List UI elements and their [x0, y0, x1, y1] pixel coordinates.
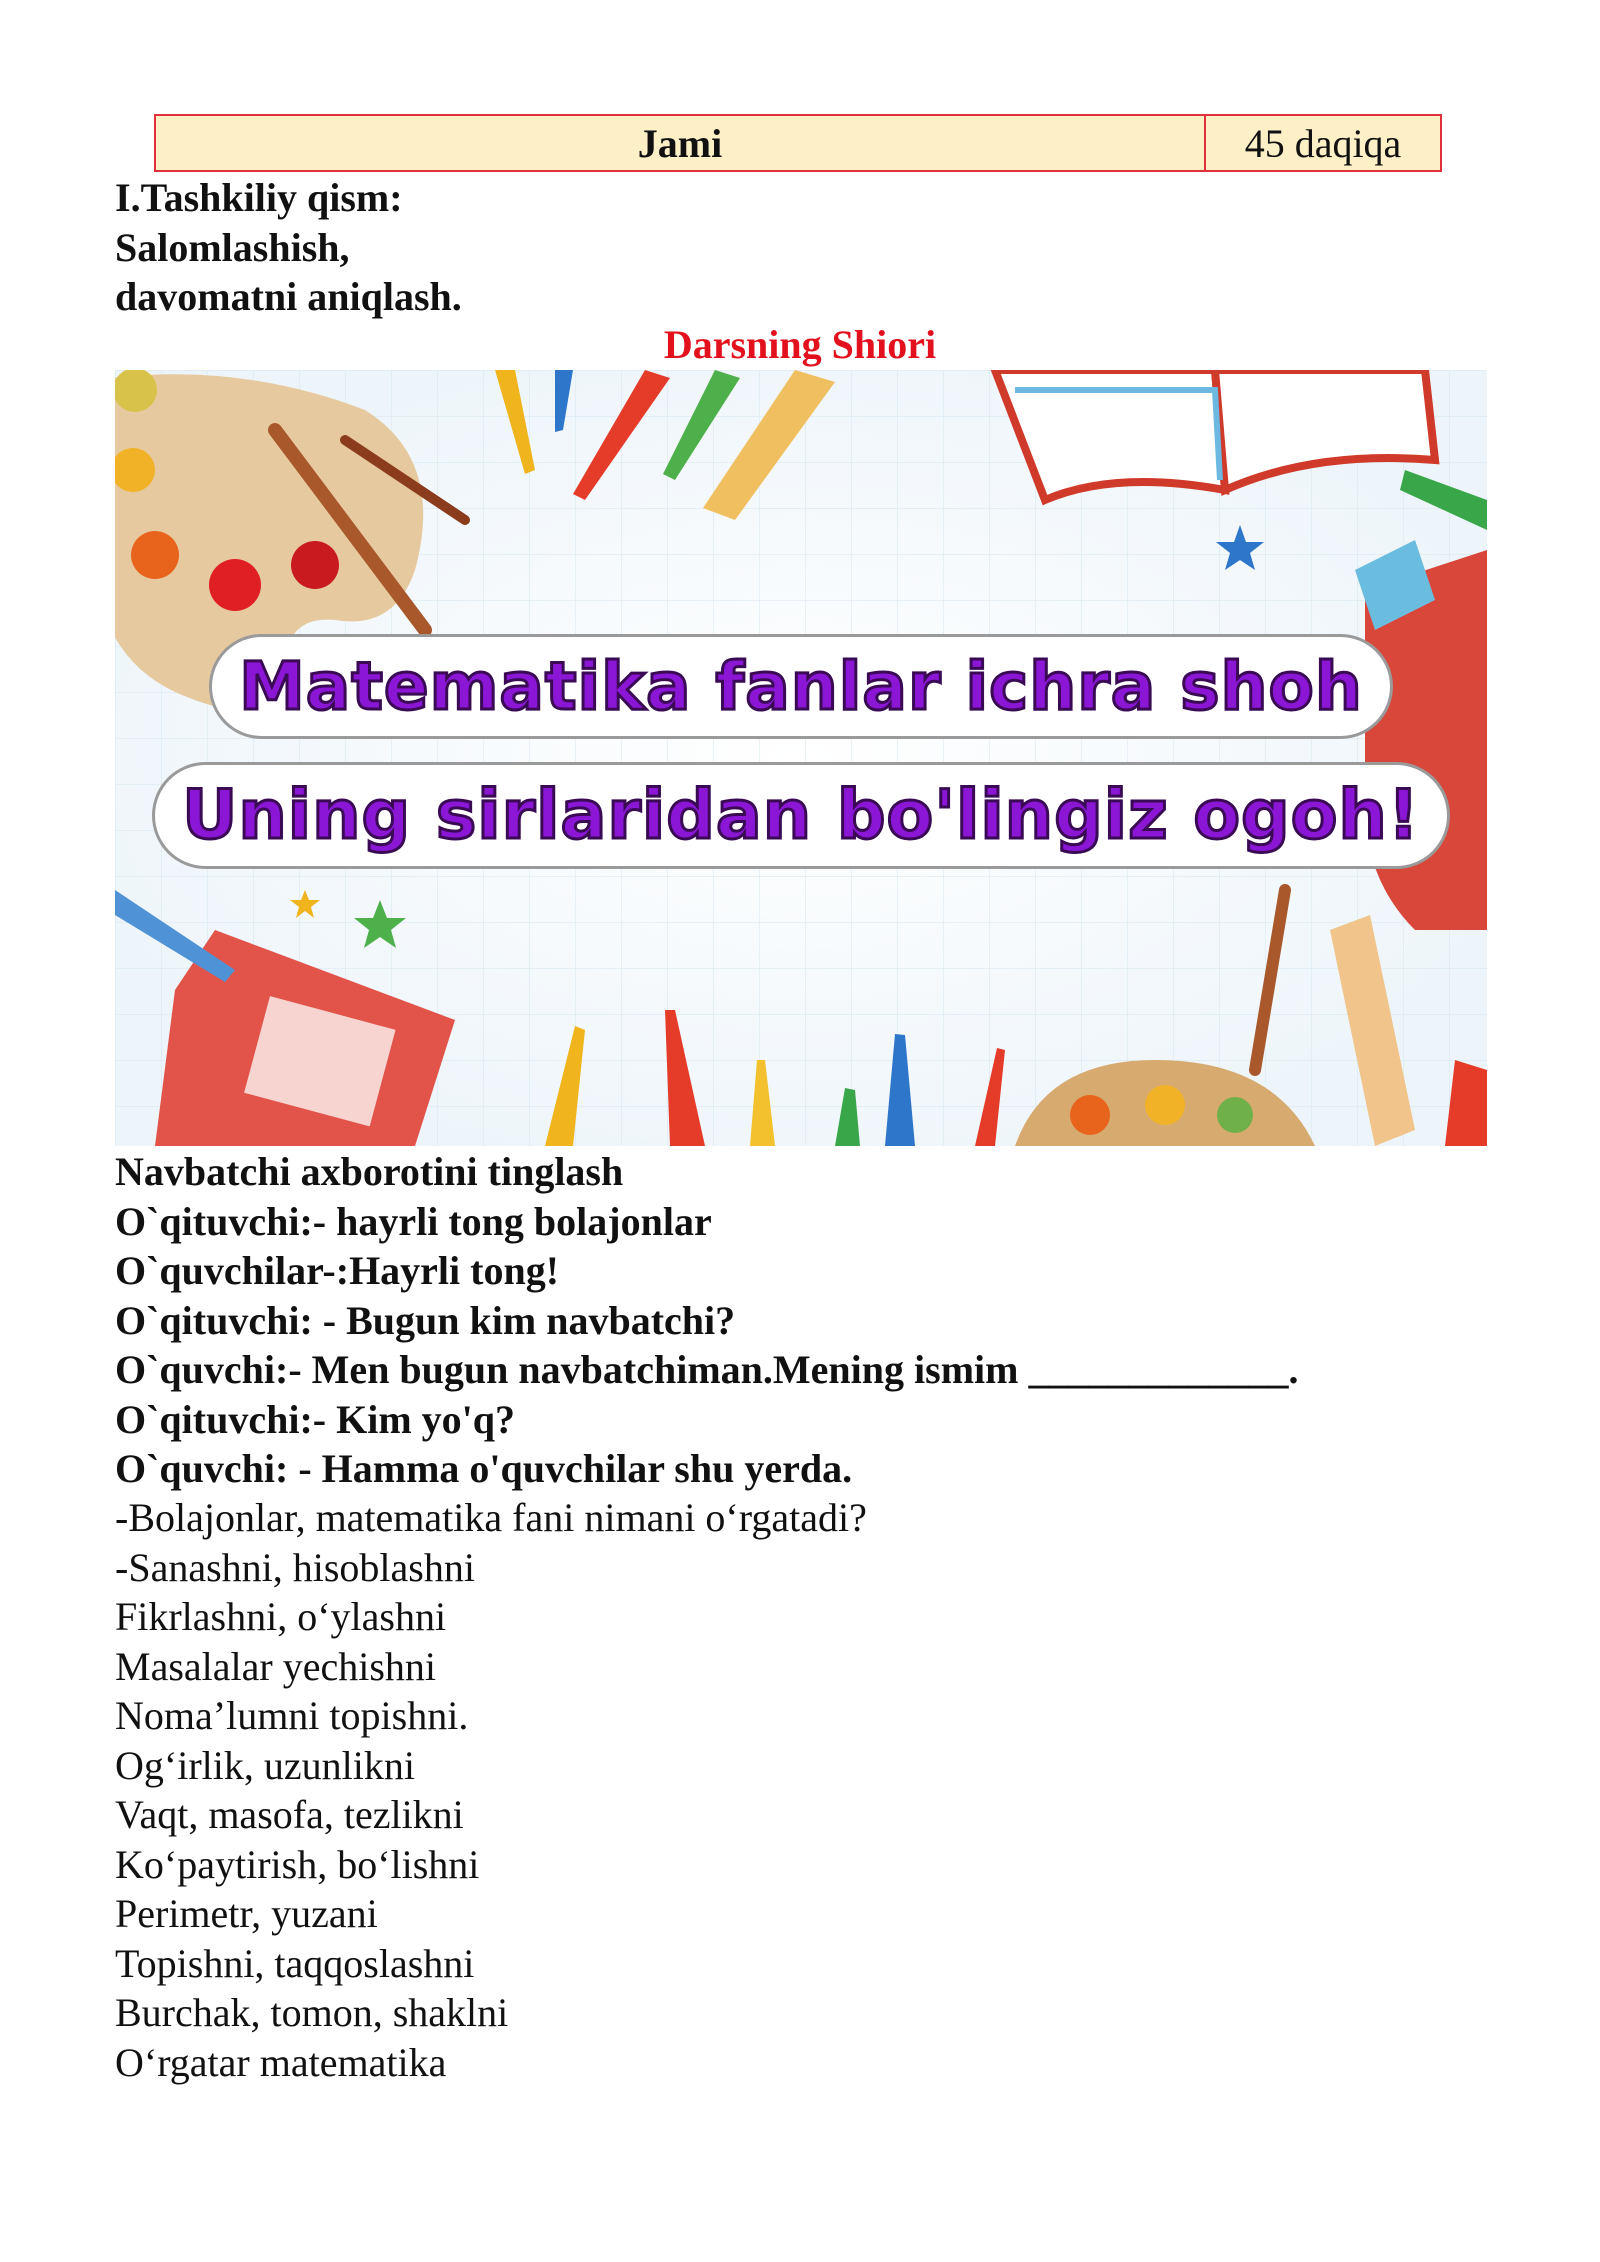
poem-line: Fikrlashni, o‘ylashni — [115, 1594, 447, 1639]
poem-line: Burchak, tomon, shaklni — [115, 1990, 509, 2035]
time-table-value: 45 daqiqa — [1244, 120, 1402, 166]
section-heading: I.Tashkiliy qism: — [115, 175, 403, 220]
time-table — [154, 114, 1442, 172]
poem-line: Og‘irlik, uzunlikni — [115, 1742, 415, 1788]
intro-line: Salomlashish, — [115, 224, 350, 270]
dialogue-line: O`quvchilar-:Hayrli tong! — [115, 1248, 560, 1293]
poem-line: Noma’lumni topishni. — [115, 1693, 469, 1738]
dialogue-line: O`quvchi: - Hamma o'quvchilar shu yerda. — [115, 1446, 853, 1491]
slogan-line-1: Matematika fanlar ichra shoh — [115, 642, 1487, 731]
dialogue-line: O`qituvchi:- hayrli tong bolajonlar — [115, 1198, 712, 1244]
poem-line: Perimetr, yuzani — [115, 1891, 378, 1936]
intro-section — [115, 173, 462, 322]
dialogue-line: O`quvchi:- Men bugun navbatchiman.Mening ismim _____________. — [115, 1347, 1299, 1392]
poem-line: -Bolajonlar, matematika fani nimani o‘rgatadi? — [115, 1495, 867, 1540]
poem-section — [115, 1493, 867, 2087]
poem-line: Vaqt, masofa, tezlikni — [115, 1792, 464, 1837]
motto-title: Darsning Shiori — [663, 322, 937, 367]
poem-line: -Sanashni, hisoblashni — [115, 1544, 475, 1590]
dialogue-line: Navbatchi axborotini tinglash — [115, 1149, 624, 1194]
time-table-label: Jami — [156, 116, 1206, 170]
dialogue-line: O`qituvchi:- Kim yo'q? — [115, 1396, 516, 1442]
poem-line: Ko‘paytirish, bo‘lishni — [115, 1841, 480, 1887]
poem-line: Masalalar yechishni — [115, 1643, 436, 1689]
dialogue-section — [115, 1147, 1298, 1494]
motto-banner-image — [115, 370, 1487, 1146]
slogan-line-2: Uning sirlaridan bo'lingiz ogoh! — [115, 770, 1487, 861]
intro-line: davomatni aniqlash. — [115, 274, 462, 319]
stationery-illustration — [115, 370, 1487, 1146]
dialogue-line: O`qituvchi: - Bugun kim navbatchi? — [115, 1297, 736, 1343]
poem-line: O‘rgatar matematika — [115, 2039, 447, 2085]
poem-line: Topishni, taqqoslashni — [115, 1940, 475, 1986]
